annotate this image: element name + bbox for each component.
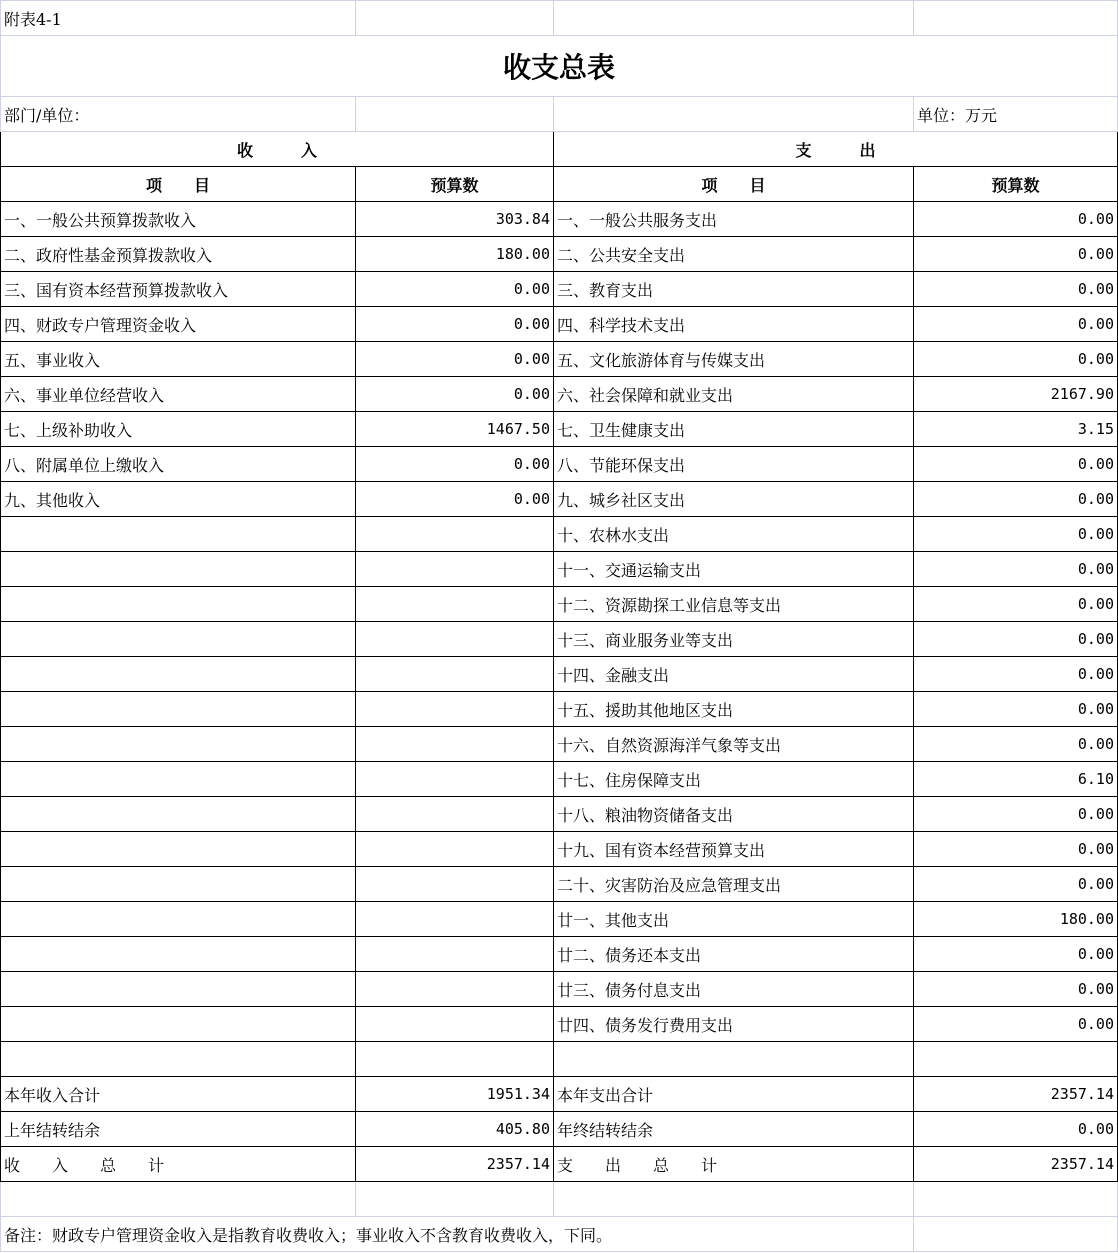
expense-value-cell: 0.00 xyxy=(914,552,1118,587)
income-item-header: 项 目 xyxy=(1,167,356,202)
expense-item-header: 项 目 xyxy=(554,167,914,202)
expense-value-cell: 0.00 xyxy=(914,657,1118,692)
expense-total-value: 2357.14 xyxy=(914,1077,1118,1112)
expense-item-cell: 九、城乡社区支出 xyxy=(554,482,914,517)
table-row xyxy=(1,797,1118,832)
income-value-cell xyxy=(356,972,554,1007)
note-row xyxy=(1,1217,1118,1252)
income-value-cell xyxy=(356,517,554,552)
page-title: 收支总表 xyxy=(1,36,1118,97)
expense-total-label: 本年支出合计 xyxy=(554,1077,914,1112)
empty-cell xyxy=(1,1182,356,1217)
expense-value-cell: 0.00 xyxy=(914,867,1118,902)
income-value-cell xyxy=(356,552,554,587)
expense-value-cell: 0.00 xyxy=(914,447,1118,482)
unit-label: 单位：万元 xyxy=(914,97,1118,132)
table-row xyxy=(1,1007,1118,1042)
expense-value-cell: 0.00 xyxy=(914,237,1118,272)
expense-value-cell: 0.00 xyxy=(914,692,1118,727)
table-row xyxy=(1,552,1118,587)
income-value-cell xyxy=(356,797,554,832)
expense-item-cell: 十九、国有资本经营预算支出 xyxy=(554,832,914,867)
income-item-cell xyxy=(1,937,356,972)
expense-total-value: 0.00 xyxy=(914,1112,1118,1147)
income-value-cell: 180.00 xyxy=(356,237,554,272)
table-row xyxy=(1,692,1118,727)
expense-value-cell: 0.00 xyxy=(914,937,1118,972)
expense-value-cell: 0.00 xyxy=(914,517,1118,552)
table-row xyxy=(1,412,1118,447)
expense-value-cell: 2167.90 xyxy=(914,377,1118,412)
income-value-cell: 0.00 xyxy=(356,447,554,482)
expense-total-label: 年终结转结余 xyxy=(554,1112,914,1147)
expense-value-cell: 0.00 xyxy=(914,972,1118,1007)
expense-item-cell: 十六、自然资源海洋气象等支出 xyxy=(554,727,914,762)
table-row xyxy=(1,447,1118,482)
income-item-cell: 六、事业单位经营收入 xyxy=(1,377,356,412)
attachment-label: 附表4-1 xyxy=(1,1,356,36)
income-item-cell xyxy=(1,1007,356,1042)
expense-value-cell: 0.00 xyxy=(914,202,1118,237)
expense-item-cell: 廿二、债务还本支出 xyxy=(554,937,914,972)
income-item-cell xyxy=(1,622,356,657)
expense-value-cell: 0.00 xyxy=(914,307,1118,342)
expense-value-cell: 6.10 xyxy=(914,762,1118,797)
expense-item-cell: 十三、商业服务业等支出 xyxy=(554,622,914,657)
table-row xyxy=(1,517,1118,552)
expense-value-cell: 0.00 xyxy=(914,727,1118,762)
expense-value-cell: 0.00 xyxy=(914,832,1118,867)
income-value-cell: 303.84 xyxy=(356,202,554,237)
income-item-cell xyxy=(1,517,356,552)
expense-item-cell: 十八、粮油物资储备支出 xyxy=(554,797,914,832)
expense-item-cell: 十七、住房保障支出 xyxy=(554,762,914,797)
total-row xyxy=(1,1077,1118,1112)
table-row xyxy=(1,622,1118,657)
expense-value-cell: 180.00 xyxy=(914,902,1118,937)
income-item-cell xyxy=(1,832,356,867)
income-value-cell xyxy=(356,867,554,902)
income-value-cell xyxy=(356,1007,554,1042)
table-row xyxy=(1,377,1118,412)
expense-value-cell: 3.15 xyxy=(914,412,1118,447)
empty-cell xyxy=(356,1182,554,1217)
income-total-label: 上年结转结余 xyxy=(1,1112,356,1147)
income-item-cell xyxy=(1,727,356,762)
expense-item-cell: 七、卫生健康支出 xyxy=(554,412,914,447)
expense-item-cell: 十、农林水支出 xyxy=(554,517,914,552)
table-row xyxy=(1,972,1118,1007)
expense-item-cell: 十五、援助其他地区支出 xyxy=(554,692,914,727)
expense-total-label: 支 出 总 计 xyxy=(554,1147,914,1182)
empty-cell xyxy=(554,1182,914,1217)
income-value-cell: 1467.50 xyxy=(356,412,554,447)
table-row xyxy=(1,657,1118,692)
income-item-cell xyxy=(1,797,356,832)
empty-cell xyxy=(914,1182,1118,1217)
income-item-cell: 四、财政专户管理资金收入 xyxy=(1,307,356,342)
expense-value-cell: 0.00 xyxy=(914,1007,1118,1042)
empty-cell xyxy=(914,1217,1118,1252)
expense-item-cell: 二、公共安全支出 xyxy=(554,237,914,272)
table-row xyxy=(1,342,1118,377)
expense-budget-header: 预算数 xyxy=(914,167,1118,202)
income-item-cell xyxy=(1,587,356,622)
expense-header: 支 出 xyxy=(554,132,1118,167)
income-header: 收 入 xyxy=(1,132,554,167)
table-row xyxy=(1,237,1118,272)
income-item-cell xyxy=(1,867,356,902)
empty-cell xyxy=(554,1042,914,1077)
expense-value-cell: 0.00 xyxy=(914,622,1118,657)
income-total-label: 收 入 总 计 xyxy=(1,1147,356,1182)
income-item-cell xyxy=(1,972,356,1007)
table-row xyxy=(1,762,1118,797)
expense-item-cell: 十四、金融支出 xyxy=(554,657,914,692)
income-total-value: 2357.14 xyxy=(356,1147,554,1182)
expense-total-value: 2357.14 xyxy=(914,1147,1118,1182)
expense-item-cell: 八、节能环保支出 xyxy=(554,447,914,482)
expense-item-cell: 十一、交通运输支出 xyxy=(554,552,914,587)
table-row xyxy=(1,587,1118,622)
table-row xyxy=(1,482,1118,517)
income-value-cell xyxy=(356,832,554,867)
empty-cell xyxy=(914,1042,1118,1077)
income-value-cell xyxy=(356,727,554,762)
expense-value-cell: 0.00 xyxy=(914,272,1118,307)
income-value-cell: 0.00 xyxy=(356,272,554,307)
expense-item-cell: 二十、灾害防治及应急管理支出 xyxy=(554,867,914,902)
income-value-cell: 0.00 xyxy=(356,482,554,517)
empty-cell xyxy=(356,1042,554,1077)
table-row xyxy=(1,272,1118,307)
expense-item-cell: 一、一般公共服务支出 xyxy=(554,202,914,237)
table-row xyxy=(1,937,1118,972)
expense-item-cell: 廿一、其他支出 xyxy=(554,902,914,937)
expense-item-cell: 三、教育支出 xyxy=(554,272,914,307)
expense-value-cell: 0.00 xyxy=(914,797,1118,832)
expense-value-cell: 0.00 xyxy=(914,342,1118,377)
income-budget-header: 预算数 xyxy=(356,167,554,202)
expense-item-cell: 六、社会保障和就业支出 xyxy=(554,377,914,412)
expense-item-cell: 廿三、债务付息支出 xyxy=(554,972,914,1007)
income-value-cell xyxy=(356,622,554,657)
expense-item-cell: 五、文化旅游体育与传媒支出 xyxy=(554,342,914,377)
income-item-cell: 九、其他收入 xyxy=(1,482,356,517)
dept-label: 部门/单位： xyxy=(1,97,356,132)
income-item-cell xyxy=(1,762,356,797)
income-value-cell: 0.00 xyxy=(356,377,554,412)
table-row xyxy=(1,202,1118,237)
expense-value-cell: 0.00 xyxy=(914,482,1118,517)
income-value-cell xyxy=(356,762,554,797)
income-item-cell: 三、国有资本经营预算拨款收入 xyxy=(1,272,356,307)
income-total-value: 1951.34 xyxy=(356,1077,554,1112)
income-item-cell: 二、政府性基金预算拨款收入 xyxy=(1,237,356,272)
income-item-cell: 五、事业收入 xyxy=(1,342,356,377)
total-row xyxy=(1,1147,1118,1182)
table-row xyxy=(1,902,1118,937)
income-value-cell xyxy=(356,587,554,622)
income-item-cell: 一、一般公共预算拨款收入 xyxy=(1,202,356,237)
expense-value-cell: 0.00 xyxy=(914,587,1118,622)
income-value-cell: 0.00 xyxy=(356,342,554,377)
expense-item-cell: 十二、资源勘探工业信息等支出 xyxy=(554,587,914,622)
income-item-cell xyxy=(1,657,356,692)
income-value-cell xyxy=(356,657,554,692)
income-item-cell xyxy=(1,692,356,727)
table-row xyxy=(1,727,1118,762)
table-row xyxy=(1,307,1118,342)
table-row xyxy=(1,867,1118,902)
expense-item-cell: 廿四、债务发行费用支出 xyxy=(554,1007,914,1042)
spacer-row xyxy=(1,1042,1118,1077)
income-total-value: 405.80 xyxy=(356,1112,554,1147)
blank-grid-row xyxy=(1,1182,1118,1217)
income-total-label: 本年收入合计 xyxy=(1,1077,356,1112)
income-value-cell xyxy=(356,937,554,972)
income-value-cell xyxy=(356,692,554,727)
expense-item-cell: 四、科学技术支出 xyxy=(554,307,914,342)
total-row xyxy=(1,1112,1118,1147)
empty-cell xyxy=(1,1042,356,1077)
income-value-cell: 0.00 xyxy=(356,307,554,342)
income-item-cell xyxy=(1,552,356,587)
footnote: 备注：财政专户管理资金收入是指教育收费收入；事业收入不含教育收费收入，下同。 xyxy=(1,1217,914,1252)
income-item-cell: 八、附属单位上缴收入 xyxy=(1,447,356,482)
table-row xyxy=(1,832,1118,867)
income-item-cell xyxy=(1,902,356,937)
income-item-cell: 七、上级补助收入 xyxy=(1,412,356,447)
income-value-cell xyxy=(356,902,554,937)
